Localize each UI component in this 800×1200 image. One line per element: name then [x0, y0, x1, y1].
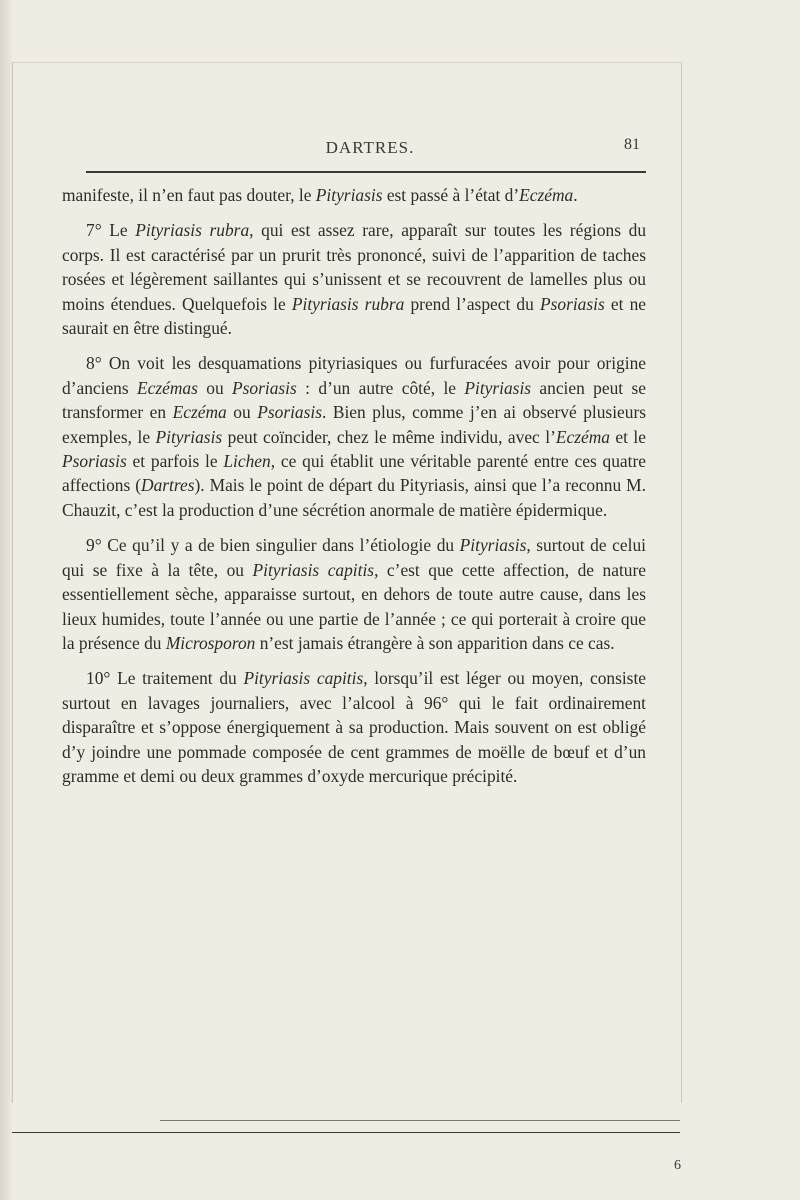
text-run: ou — [197, 377, 233, 398]
italic-term: Psoriasis — [232, 377, 297, 398]
running-title: DARTRES. — [325, 138, 415, 157]
italic-term: Dartres — [141, 475, 195, 496]
text-run: 9° Ce qu’il y a de bien singulier dans l’étiologie du — [86, 535, 460, 556]
text-run: et ne saurait en être distingué. — [62, 293, 646, 339]
text-run: 10° Le traitement du — [86, 668, 244, 689]
italic-term: Eczémas — [137, 377, 198, 398]
text-run: 7° Le — [86, 220, 136, 241]
italic-term: Eczéma — [172, 402, 227, 423]
italic-term: Psoriasis — [539, 293, 605, 314]
text-run: . Bien plus, comme j’en ai observé plusieurs exemples, le — [62, 402, 647, 447]
italic-term: Psoriasis — [62, 451, 127, 472]
italic-term: Pityriasis — [459, 535, 527, 556]
paragraph — [62, 183, 646, 207]
text-run: ancien peut se transformer en — [62, 377, 646, 423]
italic-term: Pityriasis capitis — [252, 559, 375, 580]
text-run: , qui est assez rare, apparaît sur toutes les régions du corps. Il est caractérisé par un prurit très prononcé, suivi de l’apparition de taches rosées et légèrement saillantes qui s’unissent et se recouvrent de lamelles plus ou moins étendues. Quelquefois le — [62, 220, 647, 314]
text-run: , ce qui établit une véritable parenté entre ces quatre affections ( — [62, 451, 646, 496]
page-number: 81 — [624, 136, 640, 153]
text-run: ou — [226, 402, 258, 423]
text-run: est passé à l’état d’ — [382, 185, 520, 205]
italic-term: Pityriasis — [315, 185, 383, 205]
italic-term: Psoriasis — [257, 402, 322, 423]
italic-term: Lichen — [223, 451, 271, 472]
text-run: n’est jamais étrangère à son apparition dans ce cas. — [255, 632, 615, 653]
text-run: prend l’aspect du — [404, 293, 540, 314]
italic-term: Eczéma — [555, 426, 610, 447]
text-run: , surtout de celui qui se fixe à la tête, ou — [62, 535, 646, 580]
italic-term: Microsporon — [165, 632, 256, 653]
text-run: peut coïncider, chez le même individu, avec l’ — [222, 426, 556, 447]
text-run: 8° On voit les desquamations pityriasiques ou furfuracées avoir pour origine d’anciens — [62, 353, 646, 398]
header-rule — [86, 171, 646, 173]
text-run: et parfois le — [126, 451, 224, 472]
text-run: et le — [609, 426, 646, 447]
paragraph — [62, 666, 646, 788]
italic-term: Pityriasis rubra — [135, 220, 250, 241]
italic-term: Pityriasis — [464, 377, 532, 398]
page-bottom-border — [12, 1132, 680, 1133]
signature-mark: 6 — [674, 1158, 681, 1173]
italic-term: Pityriasis rubra — [291, 293, 405, 314]
text-run: , lorsqu’il est léger ou moyen, consiste surtout en lavages journaliers, avec l’alcool à 96° qui le fait ordinairement disparaître et s’oppose énergiquement à sa production. Mais souvent on est obligé d’y joindre une pommade composée de cent grammes de moëlle de bœuf et d’un gramme et demi ou deux grammes d’oxyde mercurique précipité. — [62, 668, 647, 786]
paragraph — [62, 533, 646, 655]
text-run: ). Mais le point de départ du Pityriasis, ainsi que l’a reconnu M. Chauzit, c’est la production d’une sécrétion anormale de matière épidermique. — [62, 475, 646, 520]
footer-rule — [160, 1120, 680, 1121]
paragraph — [62, 218, 646, 340]
paragraph — [62, 351, 646, 522]
page-edge — [0, 0, 12, 1200]
page-header — [100, 138, 640, 162]
text-run: , c’est que cette affection, de nature essentiellement sèche, apparaisse surtout, en dehors de toute autre cause, dans les lieux humides, toute l’année ou une partie de l’année ; ce qui porterait à croire que la présence du — [62, 559, 646, 653]
italic-term: Pityriasis capitis — [243, 668, 364, 689]
body-text — [62, 183, 646, 788]
text-run: . — [573, 185, 578, 205]
italic-term: Pityriasis — [155, 426, 223, 447]
italic-term: Eczéma — [519, 185, 574, 205]
text-run: : d’un autre côté, le — [296, 377, 465, 398]
text-run: manifeste, il n’en faut pas douter, le — [62, 185, 316, 205]
